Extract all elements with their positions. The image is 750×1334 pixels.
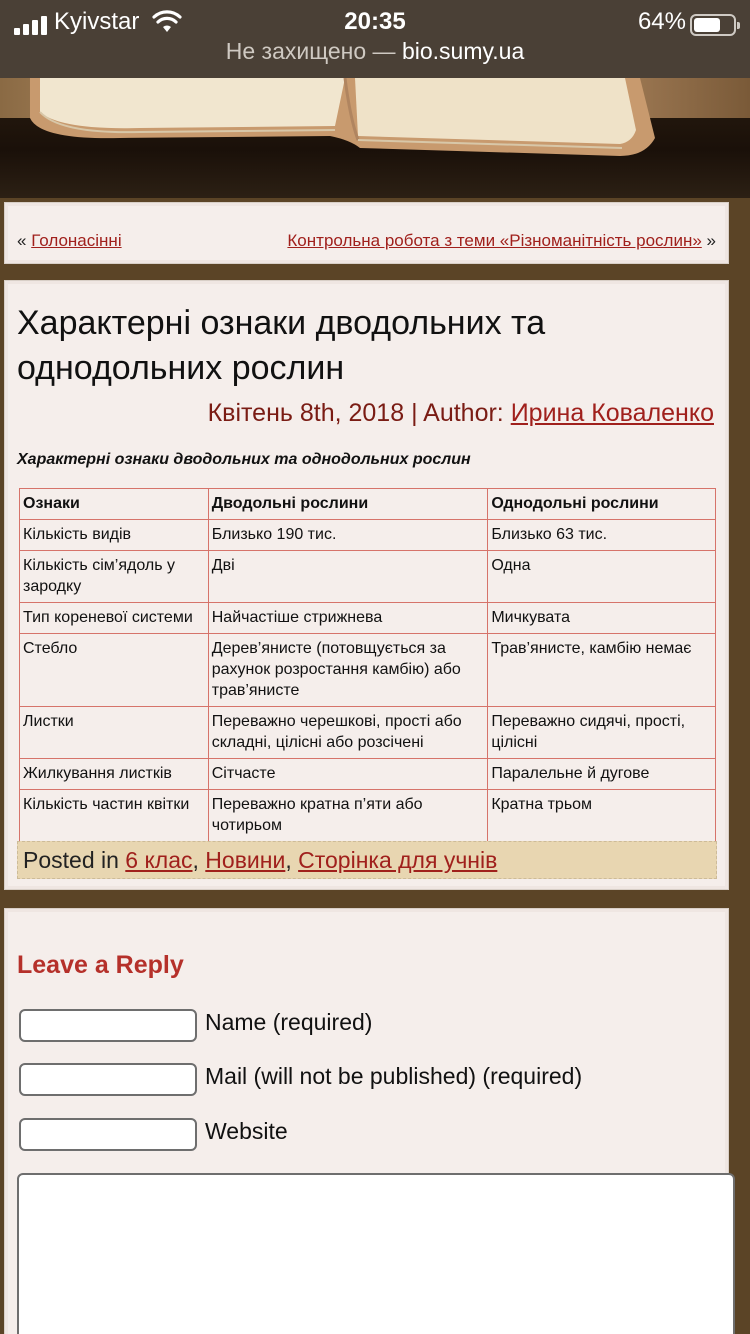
battery-percent: 64% <box>637 8 686 35</box>
table-row <box>20 707 716 759</box>
category-link-students[interactable]: Сторінка для учнів <box>298 847 498 873</box>
category-link-news[interactable]: Новини <box>205 847 286 873</box>
address-bar[interactable] <box>0 38 750 65</box>
clock: 20:35 <box>344 8 406 35</box>
table-row <box>20 603 716 634</box>
open-book-illustration <box>0 78 750 198</box>
table-cell: Одна <box>488 551 716 603</box>
table-cell: Кількість сім’ядоль у зародку <box>20 551 209 603</box>
name-label: Name (required) <box>205 1009 373 1035</box>
table-row <box>20 634 716 707</box>
table-header-cell: Однодольні рослини <box>488 489 716 520</box>
table-cell: Близько 63 тис. <box>488 520 716 551</box>
post-navigation <box>4 202 729 264</box>
table-row <box>20 759 716 790</box>
table-cell: Сітчасте <box>208 759 488 790</box>
table-header-cell: Ознаки <box>20 489 209 520</box>
table-cell: Мичкувата <box>488 603 716 634</box>
table-cell: Стебло <box>20 634 209 707</box>
table-row <box>20 551 716 603</box>
table-cell: Переважно сидячі, прості, цілісні <box>488 707 716 759</box>
category-link-grade6[interactable]: 6 клас <box>125 847 193 873</box>
reply-title: Leave a Reply <box>17 951 184 979</box>
url-host: bio.sumy.ua <box>401 38 525 64</box>
previous-post: « Голонасінні <box>17 231 122 250</box>
security-warning: Не захищено — <box>225 38 396 64</box>
table-cell: Кратна трьом <box>488 790 716 842</box>
browser-top-bar <box>0 0 750 78</box>
previous-post-link[interactable]: Голонасінні <box>31 231 122 250</box>
table-row <box>20 790 716 842</box>
author-link[interactable]: Ирина Коваленко <box>510 399 714 427</box>
table-cell: Близько 190 тис. <box>208 520 488 551</box>
post-categories: Posted in 6 клас, Новини, Сторінка для учнів <box>17 841 717 879</box>
table-cell: Переважно кратна п’яти або чотирьом <box>208 790 488 842</box>
table-header-row <box>20 489 716 520</box>
next-post-link[interactable]: Контрольна робота з теми «Різноманітність рослин» <box>287 231 702 250</box>
table-cell: Паралельне й дугове <box>488 759 716 790</box>
comment-textarea[interactable] <box>17 1173 735 1334</box>
next-post: Контрольна робота з теми «Різноманітність рослин» » <box>287 231 716 250</box>
name-input[interactable] <box>19 1009 197 1042</box>
table-cell: Найчастіше стрижнева <box>208 603 488 634</box>
table-cell: Переважно черешкові, прості або складні, цілісні або розсічені <box>208 707 488 759</box>
table-cell: Кількість видів <box>20 520 209 551</box>
carrier-name: Kyivstar <box>54 8 140 35</box>
table-cell: Тип кореневої системи <box>20 603 209 634</box>
post-subtitle: Характерні ознаки дводольних та однодольних рослин <box>17 451 471 468</box>
site-header-banner <box>0 78 750 198</box>
author-prefix: | Author: <box>411 399 504 427</box>
post-article <box>4 280 729 890</box>
table-header-cell: Дводольні рослини <box>208 489 488 520</box>
battery-icon <box>690 14 736 36</box>
table-cell: Дві <box>208 551 488 603</box>
mail-label: Mail (will not be published) (required) <box>205 1063 583 1089</box>
website-label: Website <box>205 1118 288 1144</box>
mail-input[interactable] <box>19 1063 197 1096</box>
post-date: Квітень 8th, 2018 <box>207 399 405 427</box>
reply-form <box>4 908 729 1334</box>
table-cell: Кількість частин квітки <box>20 790 209 842</box>
table-cell: Жилкування листків <box>20 759 209 790</box>
traits-table <box>19 488 716 842</box>
posted-in-label: Posted in <box>23 847 119 873</box>
table-row <box>20 520 716 551</box>
post-title: Характерні ознаки дводольних та однодольних рослин <box>17 304 546 387</box>
post-meta <box>208 399 714 428</box>
website-input[interactable] <box>19 1118 197 1151</box>
status-bar <box>0 6 750 36</box>
table-cell: Дерев’янисте (потовщується за рахунок розростання камбію) або трав’янисте <box>208 634 488 707</box>
table-cell: Листки <box>20 707 209 759</box>
table-cell: Трав’янисте, камбію немає <box>488 634 716 707</box>
